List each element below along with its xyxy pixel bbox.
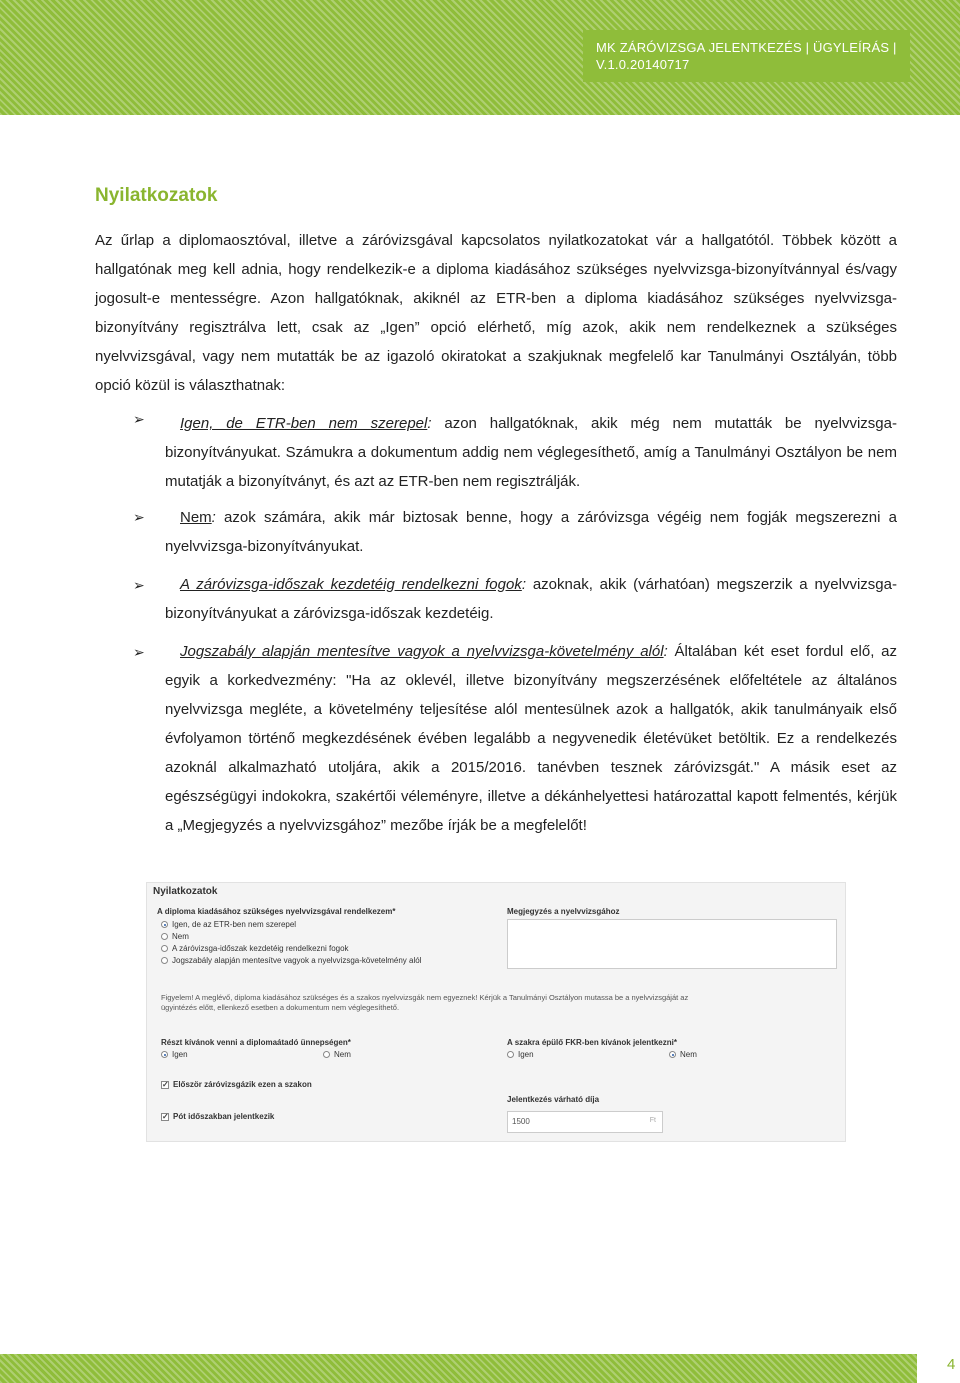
intro-paragraph: Az űrlap a diplomaosztóval, illetve a záróvizsgával kapcsolatos nyilatkozatokat vár a hallgatótól. Többek között a hallgatónak meg kell adnia, hogy rendelkezik-e a diploma kiadásához szükséges nyelvvizsga-bizonyítvánnyal és/vagy jogosult-e mentességre. Azon hallgatóknak, akiknél az ETR-ben a diploma kiadásához szükséges nyelvvizsga-bizonyítvány regisztrálva lett, csak az „Igen” opció elérhető, míg azok, akik nem rendelkeznek a szükséges nyelvvizsgával, vagy nem mutatták be az igazoló okiratokat a szakjuknak megfelelő kar Tanulmányi Osztályán, több opció közül is választhatnak: — [95, 232, 897, 394]
bullet-lead: Jogszabály alapján mentesítve vagyok a nyelvvizsga-követelmény alól — [180, 643, 664, 660]
bullet-text: azok számára, akik már biztosak benne, hogy a záróvizsga végéig nem fogják megszerezni a nyelvvizsga-bizonyítványukat. — [165, 509, 897, 555]
language-question: A diploma kiadásához szükséges nyelvvizsgával rendelkezem* — [157, 907, 396, 916]
fee-input[interactable] — [507, 1111, 663, 1133]
radio-icon — [161, 945, 168, 952]
radio-label: Nem — [334, 1050, 351, 1059]
bullet-item — [165, 409, 897, 496]
language-option-radio[interactable] — [161, 956, 421, 965]
section-heading: Nyilatkozatok — [95, 185, 218, 206]
ceremony-option-radio[interactable] — [161, 1050, 188, 1059]
bullet-colon: : — [427, 415, 432, 432]
radio-label: Igen — [172, 1050, 188, 1059]
bullet-lead: Nem — [180, 509, 212, 526]
major-question: A szakra épülő FKR-ben kívánok jelentkezni* — [507, 1038, 677, 1047]
declarations-form — [146, 882, 846, 1142]
radio-icon — [507, 1051, 514, 1058]
fee-unit: Ft — [649, 1117, 656, 1124]
bullet-colon: : — [521, 576, 527, 593]
checkbox-icon: ✓ — [162, 1111, 169, 1121]
note-textarea[interactable] — [507, 919, 837, 969]
bullet-lead: A záróvizsga-időszak kezdetéig rendelkezni fogok — [180, 576, 522, 593]
radio-icon — [669, 1051, 676, 1058]
late-period-checkbox[interactable] — [161, 1112, 274, 1121]
radio-label: Nem — [680, 1050, 697, 1059]
radio-label: A záróvizsga-időszak kezdetéig rendelkezni fogok — [172, 944, 349, 953]
footer-band — [0, 1354, 917, 1383]
radio-label: Jogszabály alapján mentesítve vagyok a nyelvvizsga-követelmény alól — [172, 956, 422, 965]
fee-label: Jelentkezés várható díja — [507, 1095, 600, 1104]
first-exam-checkbox[interactable] — [161, 1080, 312, 1089]
bullet-text: azoknak, akik (várhatóan) megszerzik a nyelvvizsga-bizonyítványukat a záróvizsga-időszak kezdetéig. — [165, 576, 897, 622]
major-option-radio[interactable] — [669, 1050, 697, 1059]
page-number: 4 — [947, 1356, 956, 1373]
fee-value: 1500 — [512, 1117, 530, 1126]
language-option-radio[interactable] — [161, 944, 349, 953]
language-option-radio[interactable] — [161, 932, 189, 941]
form-title: Nyilatkozatok — [153, 886, 218, 897]
arrow-bullet-icon: ➢ — [133, 411, 145, 427]
note-label: Megjegyzés a nyelvvizsgához — [507, 907, 620, 916]
header-box — [583, 30, 910, 82]
form-warning: Figyelem! A meglévő, diploma kiadásához szükséges és a szakos nyelvvizsgák nem egyeznek! Kérjük a Tanulmányi Osztályon mutassa be a nyelvvizsgáját az ügyintézés előtt, ellenkező esetben a dokumentum nem véglegesíthető. — [161, 993, 689, 1012]
bullet-text: Általában két eset fordul elő, az egyik a korkedvezmény: "Ha az oklevél, illetve bizonyítvány megszerzésének előfeltétele az általános nyelvvizsga megléte, a követelmény teljesítése alól mentesülnek azok a hallgatók, akik tanulmányaik első évfolyamon történő megkezdésének évében legalább a negyvenedik életévüket betöltik. Ez a rendelkezés azoknál alkalmazható utoljára, akik a 2015/2016. tanévben tesznek záróvizsgát." A másik eset az egészségügyi indokokra, szakértői véleményre, illetve a dékánhelyettesi határozattal kapott felmentés, kérjük a „Megjegyzés a nyelvvizsgához” mezőbe írják be a megfelelőt! — [165, 643, 898, 834]
radio-label: Igen, de az ETR-ben nem szerepel — [172, 920, 297, 929]
bullet-item — [165, 503, 897, 561]
arrow-bullet-icon: ➢ — [133, 577, 145, 593]
arrow-bullet-icon: ➢ — [133, 509, 145, 525]
bullet-colon: : — [211, 509, 216, 526]
arrow-bullet-icon: ➢ — [133, 644, 145, 660]
ceremony-question: Részt kívánok venni a diplomaátadó ünnepségen* — [161, 1038, 351, 1047]
document-header-title: MK ZÁRÓVIZSGA JELENTKEZÉS | ÜGYLEÍRÁS | — [596, 40, 897, 55]
bullet-lead: Igen, de ETR-ben nem szerepel — [180, 415, 428, 432]
bullet-colon: : — [663, 643, 668, 660]
ceremony-option-radio[interactable] — [323, 1050, 351, 1059]
radio-label: Igen — [518, 1050, 534, 1059]
checkbox-label: Pót időszakban jelentkezik — [173, 1112, 275, 1121]
language-option-radio[interactable] — [161, 920, 296, 929]
bullet-item — [165, 637, 897, 840]
major-option-radio[interactable] — [507, 1050, 534, 1059]
radio-icon — [161, 1051, 168, 1058]
checkbox-icon: ✓ — [162, 1079, 169, 1089]
radio-icon — [161, 957, 168, 964]
radio-icon — [161, 921, 168, 928]
radio-label: Nem — [172, 932, 189, 941]
document-version: V.1.0.20140717 — [596, 57, 690, 72]
bullet-text: azon hallgatóknak, akik még nem mutatták be nyelvvizsga-bizonyítványukat. Számukra a dokumentum addig nem véglegesíthető, amíg a Tanulmányi Osztályon be nem mutatják a bizonyítványt, és azt az ETR-ben nem regisztrálják. — [165, 415, 897, 490]
bullet-item — [165, 570, 897, 628]
radio-icon — [161, 933, 168, 940]
checkbox-label: Először záróvizsgázik ezen a szakon — [173, 1080, 312, 1089]
radio-icon — [323, 1051, 330, 1058]
